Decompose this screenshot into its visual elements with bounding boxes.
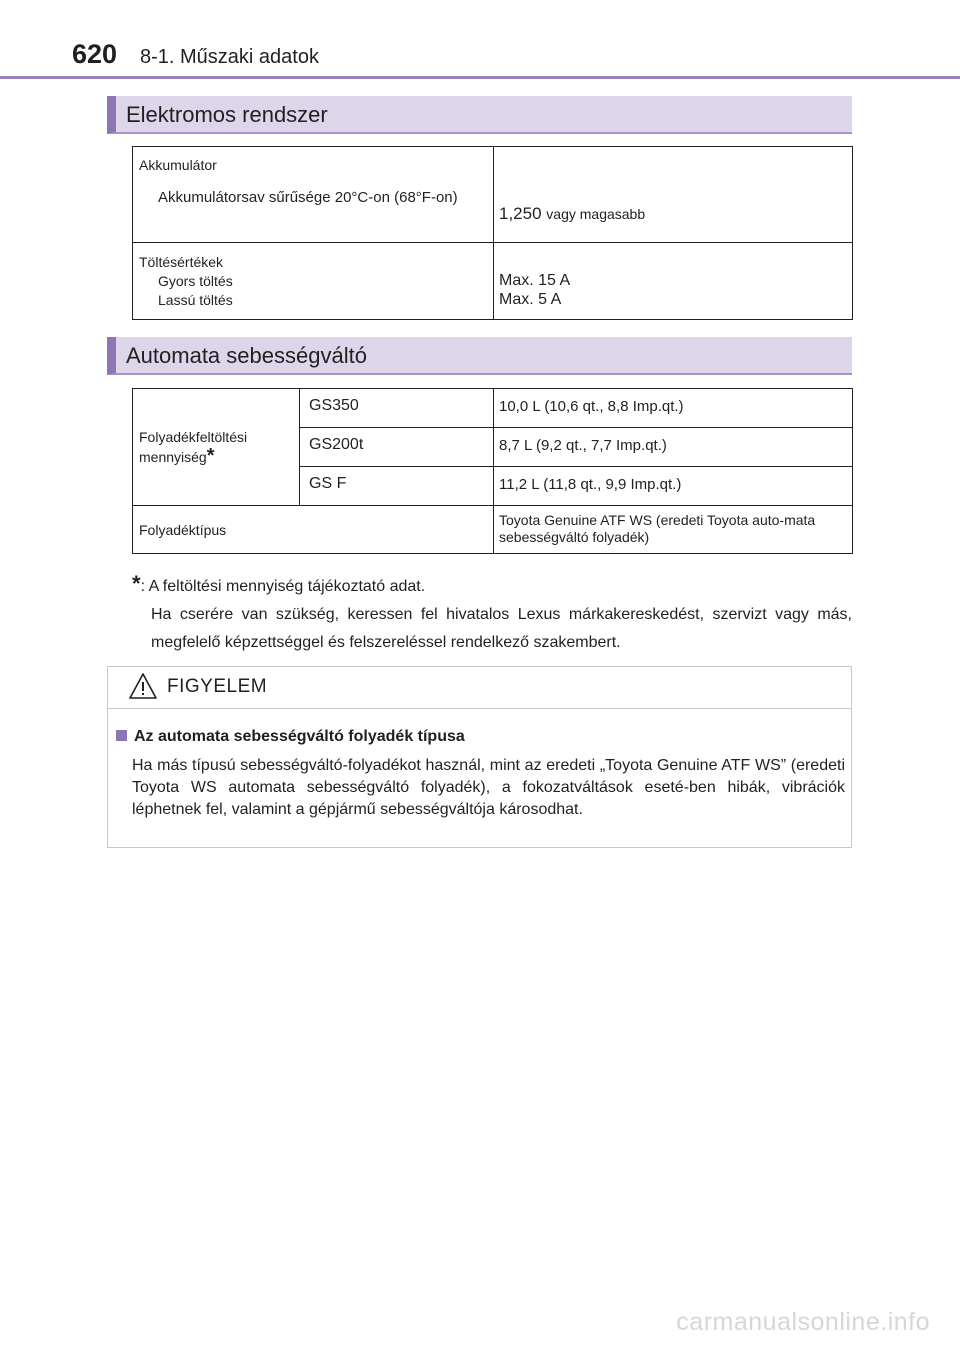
table-row	[133, 389, 853, 428]
table-cell-value	[494, 243, 853, 320]
footnote-marker: *	[206, 444, 215, 467]
square-bullet-icon	[116, 730, 127, 741]
table-row	[133, 147, 853, 243]
transmission-table	[132, 388, 853, 554]
slow-charge-label: Lassú töltés	[158, 292, 233, 308]
header-rule	[0, 76, 960, 79]
fluid-type-label: Folyadéktípus	[139, 521, 227, 538]
table-cell-label	[133, 389, 300, 506]
table-row	[133, 506, 853, 554]
acid-density-label: Akkumulátorsav sűrűsége 20°C-on (68°F-on)	[158, 189, 458, 206]
page-number: 620	[72, 39, 118, 69]
table-cell-label	[133, 243, 494, 320]
section-title-elektromos: Elektromos rendszer	[107, 96, 852, 134]
warning-box	[107, 666, 852, 848]
acid-density-value: 1,250	[499, 204, 542, 223]
table-cell-label	[133, 147, 494, 243]
model-name: GS F	[309, 475, 347, 492]
fluid-capacity-value: 8,7 L (9,2 qt., 7,7 Imp.qt.)	[499, 437, 667, 454]
fast-charge-label: Gyors töltés	[158, 273, 233, 289]
footnote	[132, 570, 852, 657]
table-cell-model	[300, 428, 494, 467]
table-cell-value	[494, 506, 853, 554]
acid-density-suffix: vagy magasabb	[546, 206, 646, 222]
fast-charge-value: Max. 15 A	[499, 272, 571, 289]
model-name: GS350	[309, 397, 359, 414]
fluid-capacity-value: 11,2 L (11,8 qt., 9,9 Imp.qt.)	[499, 476, 682, 493]
model-name: GS200t	[309, 436, 364, 453]
section-title-automata: Automata sebességváltó	[107, 337, 852, 375]
charge-rates-label: Töltésértékek	[139, 254, 224, 270]
footnote-line-1: : A feltöltési mennyiség tájékoztató adat.	[140, 578, 426, 595]
chapter-title: 8-1. Műszaki adatok	[140, 46, 319, 68]
warning-subtitle-row	[116, 728, 465, 746]
footnote-line-2: Ha cserére van szükség, keressen fel hivatalos Lexus márkakereskedést, szervizt vagy más, megfelelő képzettséggel és felszereléssel rendelkező szakembert.	[151, 606, 852, 651]
table-cell-value	[494, 389, 853, 428]
footnote-marker: *	[132, 571, 141, 596]
table-cell-label	[133, 506, 494, 554]
watermark: carmanualsonline.info	[676, 1308, 930, 1336]
fluid-capacity-label: Folyadékfeltöltési mennyiség	[139, 428, 248, 465]
table-cell-value	[494, 147, 853, 243]
fluid-capacity-value: 10,0 L (10,6 qt., 8,8 Imp.qt.)	[499, 398, 684, 415]
table-cell-value	[494, 428, 853, 467]
table-cell-value	[494, 467, 853, 506]
fluid-type-value: Toyota Genuine ATF WS (eredeti Toyota auto-mata sebességváltó folyadék)	[499, 512, 816, 545]
warning-body: Ha más típusú sebességváltó-folyadékot használ, mint az eredeti „Toyota Genuine ATF WS” (eredeti Toyota WS automata sebességváltó folyadék), a fokozatváltások eseté-ben hibák, vibrációk léphetnek fel, valamint a gépjármű sebességváltója károsodhat.	[132, 757, 845, 818]
table-row	[133, 243, 853, 320]
warning-triangle-icon	[128, 672, 158, 700]
battery-label: Akkumulátor	[139, 157, 217, 173]
electrical-table	[132, 146, 853, 320]
table-cell-model	[300, 467, 494, 506]
warning-title: FIGYELEM	[167, 676, 268, 697]
warning-header	[108, 667, 851, 709]
warning-subtitle: Az automata sebességváltó folyadék típusa	[134, 728, 465, 745]
slow-charge-value: Max. 5 A	[499, 291, 562, 308]
table-cell-model	[300, 389, 494, 428]
